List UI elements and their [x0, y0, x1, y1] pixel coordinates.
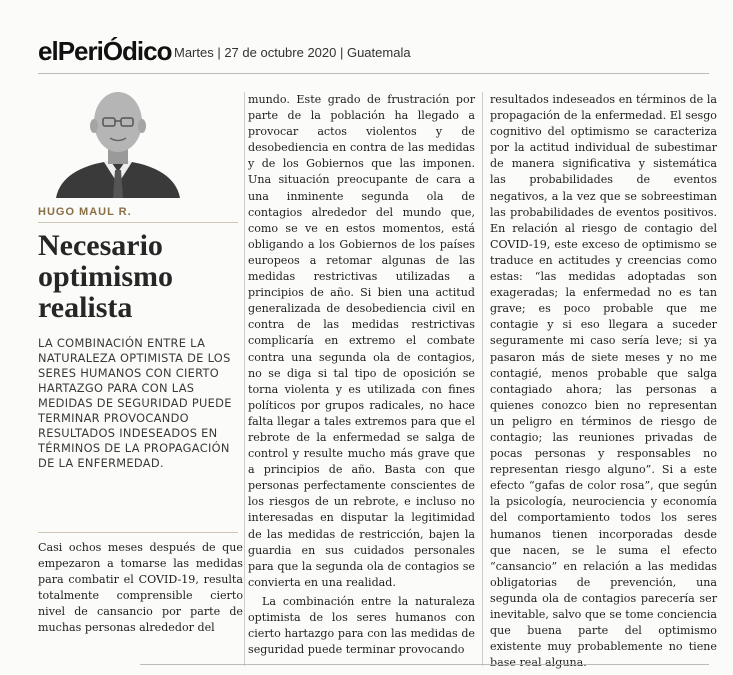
dateline: Martes | 27 de octubre 2020 | Guatemala — [174, 45, 411, 60]
author-divider — [38, 222, 238, 223]
lede-divider — [38, 532, 238, 533]
article-column-2 — [248, 92, 475, 658]
author-name: HUGO MAUL R. — [38, 206, 132, 218]
paragraph: mundo. Este grado de frustración por parte de la población ha llegado a provocar actos violentos y de desobediencia en contra de las medidas y de los Gobiernos que las imponen. Una situación preocupante de cara a una inminente segunda ola de contagios alrededor del mundo que, como se ve en estos momentos, está obligando a los Gobiernos de los países europeos a retomar algunas de las medidas restrictivas utilizadas a principios de año. Si bien una actitud generalizada de desobediencia civil en contra de las medidas restrictivas complicaría en extremo el combate contra una segunda ola de contagios, no se diga si tal tipo de oposición se torna violenta y es utilizada con fines políticos por grupos radicales, no hace falta llegar a tales extremos para que el rebrote de la enfermedad se salga de control y resulte mucho más grave que a principios de año. Basta con que personas perfectamente conscientes de los riesgos de un rebrote, e incluso no interesadas en disputar la legitimidad de las medidas de restricción, bajen la guardia en sus cuidados personales para que la segunda ola de contagios se convierta en una realidad. — [248, 93, 475, 589]
headline-line: Necesario — [38, 229, 163, 262]
article-column-1 — [38, 540, 243, 637]
author-portrait — [48, 80, 188, 198]
portrait-ear-left — [90, 119, 98, 133]
portrait-ear-right — [138, 119, 146, 133]
headline — [38, 230, 238, 323]
paragraph: La combinación entre la naturaleza optimista de los seres humanos con cierto hartazgo para con las medidas de seguridad puede terminar provocando — [248, 594, 475, 657]
column-divider — [244, 92, 245, 666]
logo-prefix: el — [38, 36, 58, 66]
column-divider — [482, 92, 483, 666]
paragraph: resultados indeseados en términos de la propagación de la enfermedad. El sesgo cognitivo del optimismo se caracteriza por la actitud individual de subestimar de manera significativa y sistemática las probabilidades de eventos negativos, a la vez que se sobreestiman las probabilidades de eventos positivos. En relación al riesgo de contagio del COVID-19, este exceso de optimismo se traduce en actitudes y creencias como estas: “las medidas adoptadas son exageradas; la enfermedad no es tan grave; es poco probable que me contagie y si eso llegara a suceder seguramente mi caso sería leve; si ya pasaron más de siete meses y no me contagié, menos probable que salga contagiado ahora; las personas a quienes conozco bien no representan un peligro en términos de riesgo de contagio; las reuniones privadas de pocas personas y responsables no representan riesgo alguno”. Si a este efecto “gafas de color rosa”, que según la psicología, neurociencia y economía del comportamiento todos los seres humanos tienen incorporadas desde que nacen, se le suma el efecto “cansancio” en relación a las medidas obligatorias de prevención, una segunda ola de contagios parecería ser inevitable, salvo que se tome conciencia que buena parte del optimismo existente muy probablemente no tiene base real alguna. — [490, 93, 717, 670]
lede-summary: LA COMBINACIÓN ENTRE LA NATURALEZA OPTIMISTA DE LOS SERES HUMANOS CON CIERTO HARTAZGO PARA CON LAS MEDIDAS DE SEGURIDAD PUEDE TERMINAR PROVOCANDO RESULTADOS INDESEADOS EN TÉRMINOS DE LA PROPAGACIÓN DE LA ENFERMEDAD. — [38, 336, 232, 470]
portrait-head — [94, 92, 142, 152]
newspaper-logo[interactable] — [38, 36, 172, 66]
headline-line: optimismo — [38, 260, 173, 293]
article-column-3 — [490, 92, 717, 671]
footer-divider — [140, 664, 709, 665]
masthead-divider — [38, 73, 709, 74]
logo-main: PeriÓdico — [57, 36, 172, 66]
paragraph: Casi ochos meses después de que empezaron a tomarse las medidas para combatir el COVID-19, resulta totalmente comprensible cierto nivel de cansancio por parte de muchas personas alrededor del — [38, 541, 243, 635]
headline-line: realista — [38, 291, 133, 324]
